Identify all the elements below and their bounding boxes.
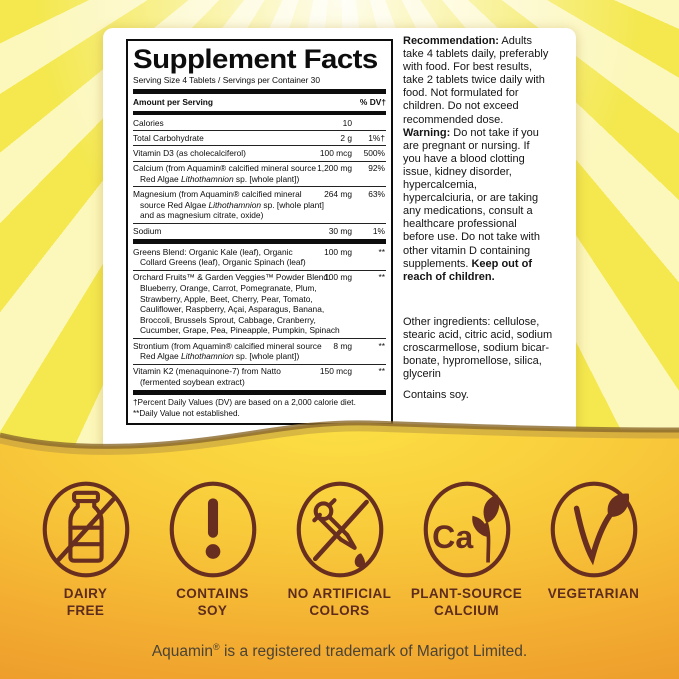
badge-label: PLANT-SOURCE CALCIUM [410, 586, 523, 618]
badge-label: DAIRY FREE [63, 586, 108, 618]
table-row [133, 223, 386, 238]
table-row [133, 364, 386, 390]
table-row [133, 245, 386, 270]
table-divider [133, 239, 386, 244]
nutrient-amount: 100 mg [324, 272, 352, 283]
nutrient-dv: ** [378, 246, 385, 257]
nutrient-dv: ** [378, 366, 385, 377]
nutrient-name: Sodium [133, 225, 162, 236]
nutrient-dv: 500% [363, 148, 385, 159]
nutrient-amount: 1,200 mg [317, 163, 352, 174]
facts-title: Supplement Facts [133, 44, 378, 74]
crossed-eyedropper-icon [294, 480, 386, 579]
nutrient-amount: 2 g [340, 132, 352, 143]
table-row [133, 161, 386, 187]
nutrient-name: Calcium (from Aquamin® calcified mineral source Red Algae Lithothamnion sp. [whole plant]) [133, 163, 317, 184]
badge-label: NO ARTIFICIAL COLORS [287, 586, 392, 618]
facts-header-row [133, 95, 386, 110]
nutrient-dv: ** [378, 340, 385, 351]
table-row [133, 338, 386, 364]
amount-per-serving-label: Amount per Serving [133, 97, 214, 108]
badge-label: CONTAINS SOY [176, 586, 249, 618]
side-paragraph: Recommendation: Adults take 4 tablets daily, preferably with food. For best results, take 2 tablets twice daily with food. Not formulated for children. Do not exceed recommended dose. Warning: Do not take if you are pregnant or nursing. If you have a blood clotting issue, kidney disorder, hypercalcemia, hypercalciuria, or are taking any medications, consult a healthcare professional before use. Do not take with other vitamin D containing supplements. Keep out of reach of children. [403, 35, 549, 283]
badge-label: VEGETARIAN [547, 586, 640, 601]
badge-contains-soy [149, 480, 276, 619]
nutrient-dv: ** [378, 272, 385, 283]
nutrient-amount: 100 mcg [319, 148, 352, 159]
facts-rows [133, 116, 386, 389]
nutrient-amount: 8 mg [333, 340, 352, 351]
badge-vegetarian [530, 480, 657, 619]
percent-dv-label: % DV† [359, 97, 386, 108]
table-row [133, 116, 386, 130]
nutrient-amount: 100 mg [324, 246, 352, 257]
feature-badges-row [0, 480, 679, 619]
supplement-facts-table [126, 39, 393, 425]
side-paragraph: Other ingredients: cellulose, stearic acid, citric acid, sodium croscarmellose, sodium bicar- bonate, hypromellose, silica, glycerin [403, 315, 553, 381]
nutrient-name: Total Carbohydrate [133, 132, 204, 143]
nutrient-amount: 150 mcg [319, 366, 352, 377]
table-row [133, 145, 386, 160]
nutrient-name: Orchard Fruits™ & Garden Veggies™ Powder Blend: Blueberry, Orange, Carrot, Pomegranate, Plum, Strawberry, Apple, Beet, Cherry, Pear, Tomato, Cauliflower, Raspberry, Açai, Asparagus, Banana, Broccoli, Brussels Sprout, Cabbage, Cranberry, Cucumber, Grape, Pea, Pineapple, Pumpkin, Spinach [133, 272, 340, 336]
brand-name: Aquamin [151, 643, 213, 661]
trademark-footer [0, 642, 679, 661]
leaf-check-icon [548, 480, 640, 579]
serving-size-line: Serving Size 4 Tablets / Servings per Container 30 [133, 75, 320, 85]
nutrient-dv: 1%† [368, 132, 385, 143]
trademark-text: is a registered trademark of Marigot Limited. [219, 643, 528, 661]
ca-symbol-text: Ca [431, 518, 473, 555]
footnote-daily-values: †Percent Daily Values (DV) are based on a 2,000 calorie diet. [133, 398, 356, 408]
crossed-milk-bottle-icon [40, 480, 132, 579]
calcium-sprout-icon [421, 480, 513, 579]
nutrient-name: Magnesium (from Aquamin® calcified mineral source Red Algae Lithothamnion sp. [whole plant] and as magnesium citrate, oxide) [133, 189, 324, 221]
nutrient-amount: 10 [342, 117, 352, 128]
nutrient-dv: 92% [368, 163, 385, 174]
badge-plant-source-calcium [403, 480, 530, 619]
table-divider [133, 111, 386, 115]
table-row [133, 270, 386, 338]
exclamation-circle-icon [167, 480, 259, 579]
badge-dairy-free [22, 480, 149, 619]
label-panel [103, 28, 576, 452]
nutrient-name: Strontium (from Aquamin® calcified mineral source Red Algae Lithothamnion sp. [whole plant]) [133, 340, 322, 362]
registered-symbol: ® [213, 642, 220, 652]
nutrient-name: Vitamin D3 (as cholecalciferol) [133, 148, 246, 159]
nutrient-dv: 63% [368, 189, 385, 200]
nutrient-amount: 264 mg [324, 189, 352, 200]
table-row [133, 186, 386, 222]
table-row [133, 130, 386, 145]
footnote-not-established: **Daily Value not established. [133, 408, 240, 418]
nutrient-dv: 1% [372, 225, 385, 236]
nutrient-name: Vitamin K2 (menaquinone-7) from Natto (fermented soybean extract) [133, 366, 281, 387]
side-paragraph: Contains soy. [403, 389, 469, 402]
badge-no-artificial-colors [276, 480, 403, 619]
nutrient-name: Greens Blend: Organic Kale (leaf), Organic Collard Greens (leaf), Organic Spinach (leaf) [133, 246, 306, 268]
table-divider [133, 390, 386, 395]
nutrient-name: Calories [133, 117, 164, 128]
nutrient-amount: 30 mg [328, 225, 352, 236]
table-divider [133, 89, 386, 94]
usage-and-warning-text [403, 35, 575, 402]
